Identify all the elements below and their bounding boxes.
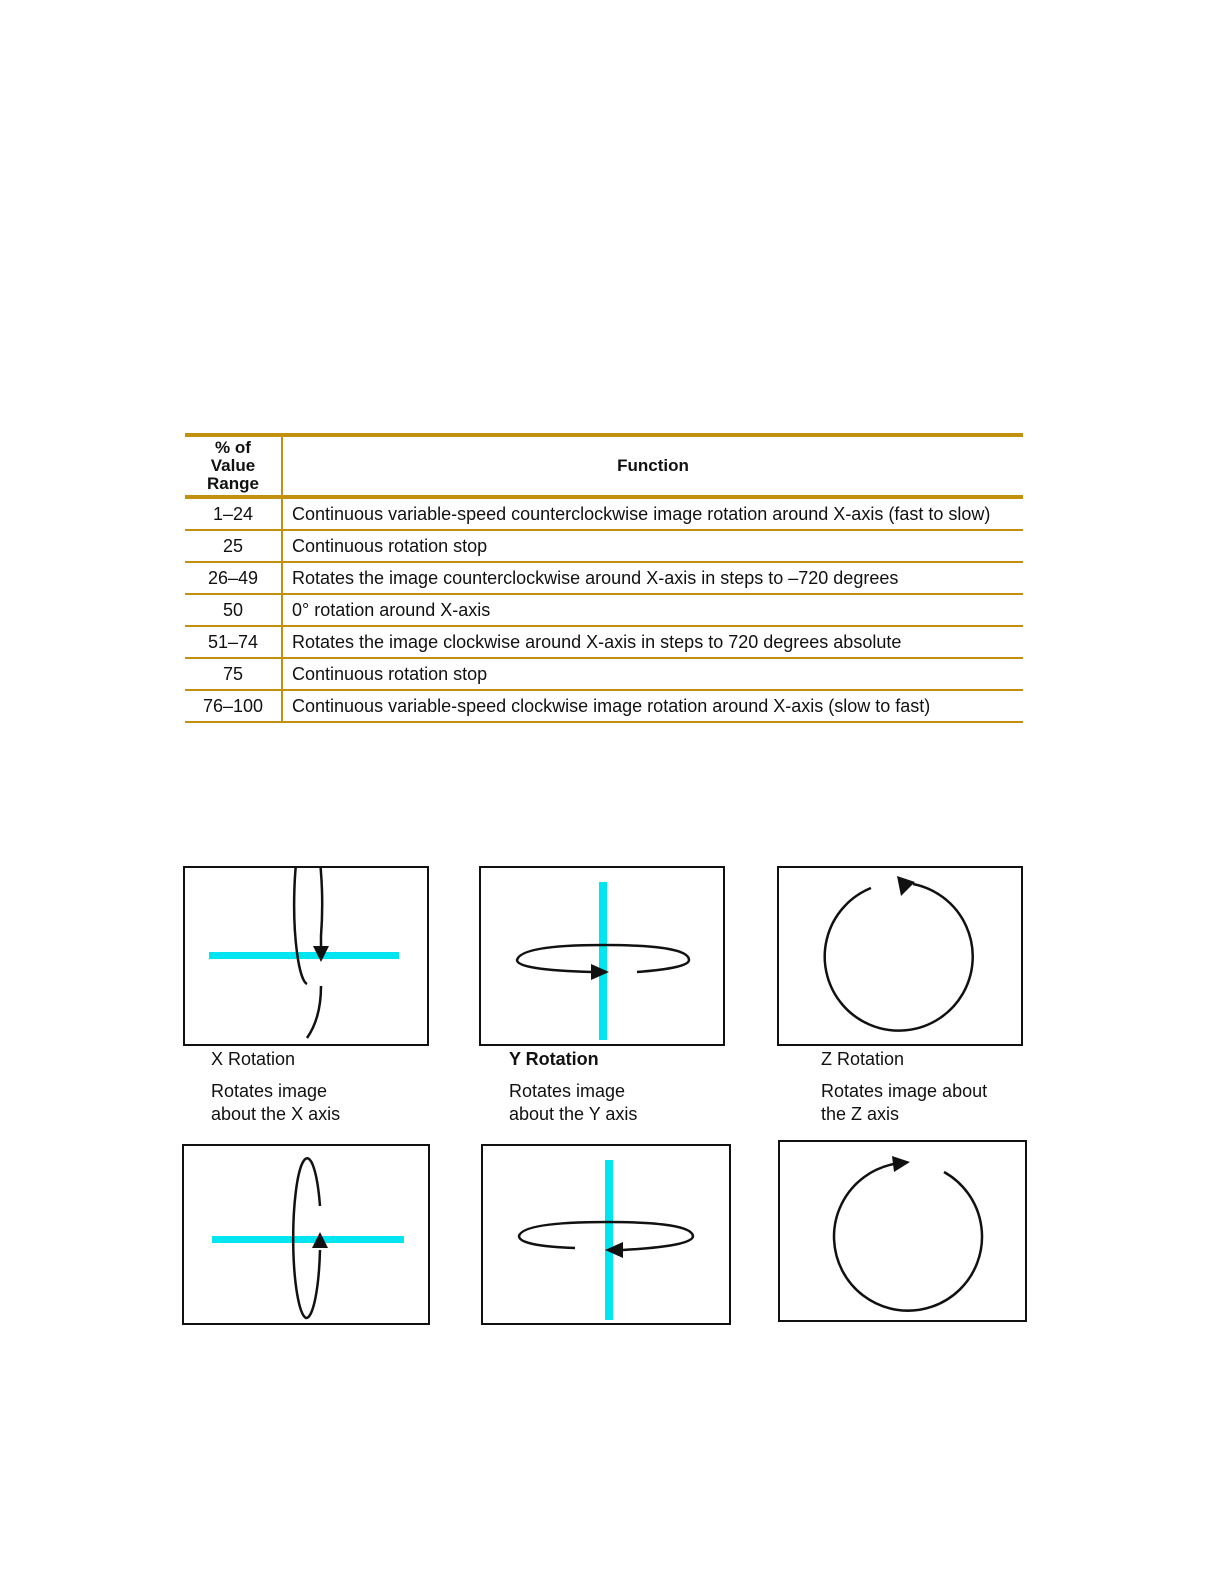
range-column-header: % of Value Range — [185, 435, 282, 497]
function-column-header: Function — [282, 435, 1023, 497]
x-axis-bar — [209, 952, 399, 959]
range-cell: 25 — [185, 530, 282, 562]
y-rotation-caption: Y Rotation Rotates image about the Y axis — [509, 1049, 638, 1124]
table-row — [185, 530, 1023, 562]
table-row — [185, 690, 1023, 722]
table-row — [185, 594, 1023, 626]
x-rotation-title: X Rotation — [211, 1049, 296, 1069]
z-rotation-circle-icon — [834, 1164, 982, 1311]
range-cell: 1–24 — [185, 497, 282, 530]
range-cell: 51–74 — [185, 626, 282, 658]
y-rotation-ccw-diagram — [479, 866, 725, 1046]
range-cell: 75 — [185, 658, 282, 690]
y-rotation-title: Y Rotation — [509, 1049, 599, 1069]
z-rotation-cw-diagram — [778, 1140, 1027, 1322]
function-cell: 0° rotation around X-axis — [282, 594, 1023, 626]
arrow-right-icon — [892, 1156, 910, 1172]
x-rotation-ccw-diagram — [183, 866, 429, 1046]
table-row — [185, 562, 1023, 594]
table-row — [185, 497, 1023, 530]
function-cell: Continuous rotation stop — [282, 530, 1023, 562]
x-rotation-caption: X Rotation Rotates image about the X axis — [211, 1049, 341, 1124]
range-cell: 26–49 — [185, 562, 282, 594]
function-cell: Rotates the image counterclockwise around X-axis in steps to –720 degrees — [282, 562, 1023, 594]
z-rotation-ccw-diagram — [777, 866, 1023, 1046]
table-header-row — [185, 435, 1023, 497]
table-row — [185, 626, 1023, 658]
function-cell: Rotates the image clockwise around X-axis in steps to 720 degrees absolute — [282, 626, 1023, 658]
range-cell: 76–100 — [185, 690, 282, 722]
rotation-function-table — [185, 433, 1023, 723]
function-cell: Continuous variable-speed clockwise image rotation around X-axis (slow to fast) — [282, 690, 1023, 722]
y-axis-bar — [599, 882, 607, 1040]
z-rotation-title: Z Rotation — [821, 1049, 905, 1069]
x-rotation-cw-diagram — [182, 1144, 430, 1325]
y-axis-bar — [605, 1160, 613, 1320]
z-rotation-caption: Z Rotation Rotates image about the Z axis — [821, 1049, 988, 1124]
function-cell: Continuous variable-speed counterclockwise image rotation around X-axis (fast to slow) — [282, 497, 1023, 530]
function-cell: Continuous rotation stop — [282, 658, 1023, 690]
range-cell: 50 — [185, 594, 282, 626]
arrow-left-icon — [897, 876, 915, 896]
table-row — [185, 658, 1023, 690]
x-rotation-ellipse-icon — [294, 868, 322, 984]
y-rotation-cw-diagram — [481, 1144, 731, 1325]
z-rotation-circle-icon — [825, 884, 973, 1031]
x-axis-bar — [212, 1236, 404, 1243]
